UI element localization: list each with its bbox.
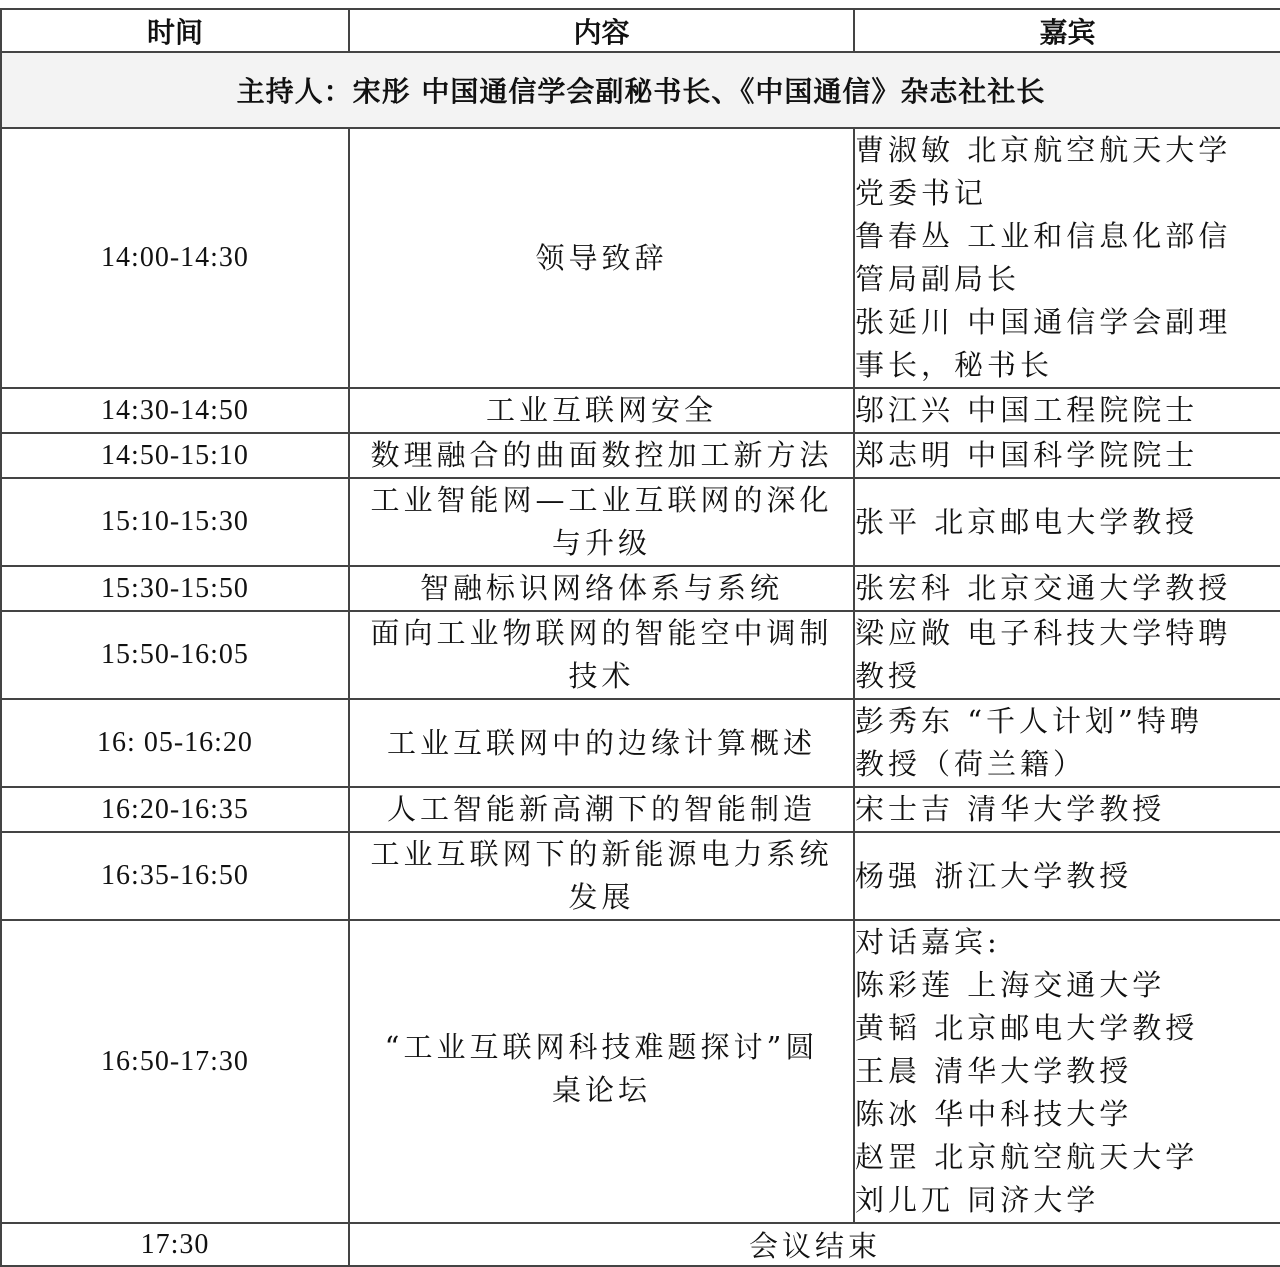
speaker-line: 宋士吉 清华大学教授: [855, 792, 1166, 826]
speaker-line: 事长，秘书长: [855, 348, 1054, 382]
session-time: 15:30-15:50: [1, 566, 349, 611]
topic-line: 桌论坛: [551, 1073, 651, 1107]
closing-row: [1, 1223, 1280, 1266]
topic-line: 领导致辞: [535, 240, 668, 275]
session-time: 14:50-15:10: [1, 433, 349, 478]
session-topic: [349, 611, 854, 699]
speaker-line: 彭秀东 “千人计划”特聘: [855, 704, 1203, 738]
speaker-line: 管局副局长: [855, 262, 1021, 296]
speaker-line: 郑志明 中国科学院院士: [855, 438, 1199, 472]
session-topic: [349, 388, 854, 433]
speaker-line: 曹淑敏 北京航空航天大学: [855, 133, 1232, 167]
session-row: [1, 566, 1280, 611]
speaker-line: 对话嘉宾:: [855, 925, 1001, 959]
session-speakers: [854, 433, 1280, 478]
speaker-line: 王晨 清华大学教授: [855, 1054, 1133, 1088]
session-time: 14:00-14:30: [1, 128, 349, 388]
speaker-line: 教授: [855, 659, 922, 693]
session-time: 16: 05-16:20: [1, 699, 349, 787]
speaker-line: 杨强 浙江大学教授: [855, 858, 1133, 893]
topic-line: 人工智能新高潮下的智能制造: [386, 792, 816, 826]
speaker-line: 张延川 中国通信学会副理: [855, 305, 1232, 339]
session-topic: [349, 920, 854, 1223]
topic-line: 数理融合的曲面数控加工新方法: [370, 438, 833, 472]
session-time: 14:30-14:50: [1, 388, 349, 433]
topic-line: 与升级: [551, 526, 651, 560]
session-topic: [349, 478, 854, 566]
topic-line: 工业智能网—工业互联网的深化: [370, 483, 833, 517]
speaker-line: 赵罡 北京航空航天大学: [855, 1140, 1199, 1174]
topic-line: 智融标识网络体系与系统: [419, 571, 783, 605]
session-time: 16:20-16:35: [1, 787, 349, 832]
session-topic: [349, 566, 854, 611]
session-row: [1, 920, 1280, 1223]
session-topic: [349, 787, 854, 832]
session-time: 16:50-17:30: [1, 920, 349, 1223]
speaker-line: 邬江兴 中国工程院院士: [855, 393, 1199, 427]
session-speakers: [854, 388, 1280, 433]
host-cell: 主持人：宋彤 中国通信学会副秘书长、《中国通信》杂志社社长: [1, 52, 1280, 128]
closing-time: 17:30: [1, 1223, 349, 1266]
speaker-line: 黄韬 北京邮电大学教授: [855, 1011, 1199, 1045]
topic-line: 工业互联网安全: [485, 393, 717, 427]
column-header-content: 内容: [349, 9, 854, 52]
session-row: [1, 699, 1280, 787]
column-header-time: 时间: [1, 9, 349, 52]
session-time: 16:35-16:50: [1, 832, 349, 920]
speaker-line: 张宏科 北京交通大学教授: [855, 571, 1232, 605]
session-topic: [349, 832, 854, 920]
session-speakers: [854, 128, 1280, 388]
session-time: 15:10-15:30: [1, 478, 349, 566]
speaker-line: 党委书记: [855, 176, 988, 210]
closing-label: 会议结束: [349, 1223, 1280, 1266]
session-speakers: [854, 566, 1280, 611]
agenda-table: [0, 8, 1280, 1267]
session-speakers: [854, 478, 1280, 566]
session-topic: [349, 433, 854, 478]
speaker-line: 张平 北京邮电大学教授: [855, 504, 1199, 539]
topic-line: 技术: [568, 659, 635, 693]
session-speakers: [854, 699, 1280, 787]
speaker-line: 鲁春丛 工业和信息化部信: [855, 219, 1232, 253]
session-row: [1, 832, 1280, 920]
session-row: [1, 433, 1280, 478]
session-row: [1, 478, 1280, 566]
session-speakers: [854, 787, 1280, 832]
session-row: [1, 611, 1280, 699]
session-topic: [349, 128, 854, 388]
header-row: [1, 9, 1280, 52]
topic-line: 工业互联网下的新能源电力系统: [370, 837, 833, 871]
speaker-line: 刘儿兀 同济大学: [855, 1183, 1100, 1217]
session-time: 15:50-16:05: [1, 611, 349, 699]
session-topic: [349, 699, 854, 787]
topic-line: 发展: [568, 880, 635, 914]
speaker-line: 梁应敞 电子科技大学特聘: [855, 616, 1232, 650]
topic-line: 面向工业物联网的智能空中调制: [370, 616, 833, 650]
speaker-line: 陈冰 华中科技大学: [855, 1097, 1133, 1131]
topic-line: 工业互联网中的边缘计算概述: [386, 725, 816, 760]
session-row: [1, 787, 1280, 832]
session-row: [1, 128, 1280, 388]
session-speakers: [854, 832, 1280, 920]
speaker-line: 陈彩莲 上海交通大学: [855, 968, 1166, 1002]
session-row: [1, 388, 1280, 433]
host-row: [1, 52, 1280, 128]
session-speakers: [854, 920, 1280, 1223]
session-speakers: [854, 611, 1280, 699]
topic-line: “工业互联网科技难题探讨”圆: [384, 1030, 819, 1064]
speaker-line: 教授（荷兰籍）: [855, 747, 1087, 781]
column-header-speakers: 嘉宾: [854, 9, 1280, 52]
